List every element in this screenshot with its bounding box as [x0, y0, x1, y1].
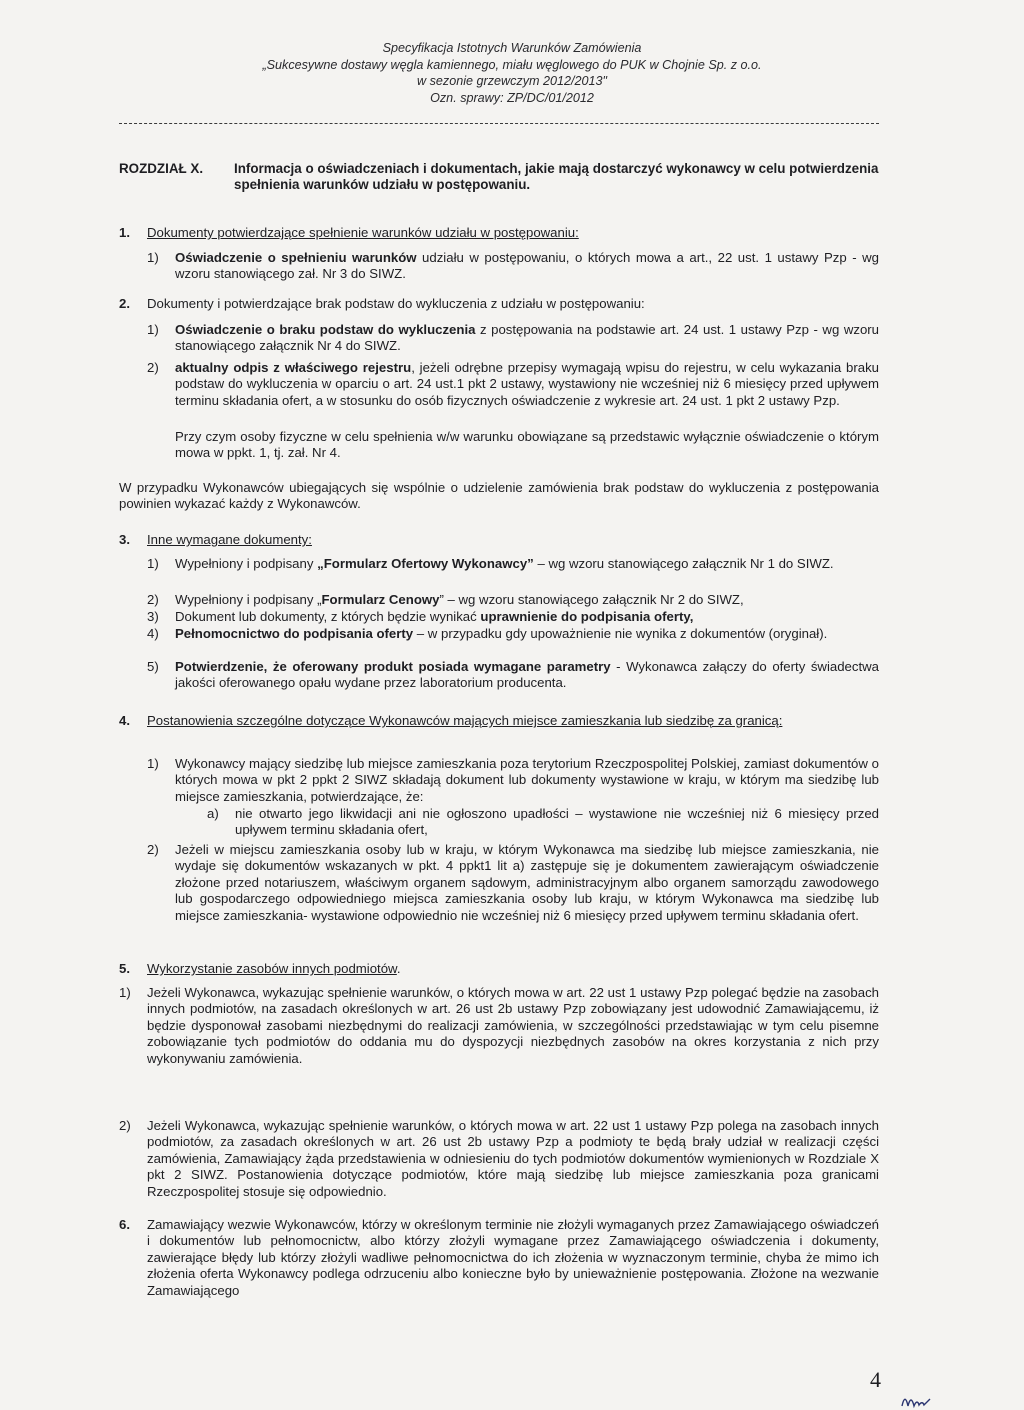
section-6-text: Zamawiający wezwie Wykonawców, którzy w określonym terminie nie złożyli wymaganych przez Zamawiającego oświadczeń i dokumentów lub pełnomocnictw, albo którzy złożyli wymagane przez Zamawiającego oświadczenia i dokumenty, zawierające błędy lub którzy złożyli wadliwe pełnomocnictwa do ich złożenia w wyznaczonym terminie, chyba że mimo ich złożenia oferta Wykonawcy podlega odrzuceniu albo konieczne było by unieważnienie postępowania. Złożone na wezwanie Zamawiającego [147, 1217, 879, 1298]
section-4-item-1a: nie otwarto jego likwidacji ani nie ogłoszono upadłości – wystawione nie wcześniej niż 6 miesięcy przed upływem terminu składania ofert, [235, 806, 879, 838]
header-line-3: w sezonie grzewczym 2012/2013" [417, 74, 607, 88]
section-3-item-5-text: - Wykonawca załączy do oferty świadectwa jakości oferowanego opału wydane przez laboratorium producenta. [175, 659, 880, 691]
section-2-note: W przypadku Wykonawców ubiegających się wspólnie o udzielenie zamówienia brak podstaw do wykluczenia z postępowania powinien wykazać każdy z Wykonawców. [119, 480, 879, 512]
chapter-title: Informacja o oświadczeniach i dokumentach, jakie mają dostarczyć wykonawcy w celu potwierdzenia spełnienia warunków udziału w postępowaniu. [234, 161, 879, 193]
section-4-item-2-number: 2) [147, 842, 159, 857]
section-3-item-4-bold: Pełnomocnictwo do podpisania oferty [175, 626, 414, 641]
chapter-label: ROZDZIAŁ X. [119, 161, 204, 176]
section-2-title: Dokumenty i potwierdzające brak podstaw do wykluczenia z udziału w postępowaniu: [147, 296, 645, 311]
section-4-title: Postanowienia szczególne dotyczące Wykonawców mających miejsce zamieszkania lub siedzibę za granicą: [147, 713, 783, 728]
section-3-item-1-number: 1) [147, 556, 159, 571]
section-1-item-1-number: 1) [147, 250, 159, 265]
section-1-item-1-text: udziału w postępowaniu, o których mowa a art., 22 ust. 1 ustawy Pzp - wg wzoru stanowiącego zał. Nr 3 do SIWZ. [175, 250, 879, 282]
section-2-item-2-text: , jeżeli odrębne przepisy wymagają wpisu do rejestru, w celu wykazania braku podstaw do wykluczenia w oparciu o art. 24 ust.1 pkt 2 ustawy, wystawiony nie wcześniej niż 6 miesięcy przed upływem terminu składania ofert, a w stosunku do osób fizycznych oświadczenie z wykresie art. 24 ust. 1 pkt 2 ustawy Pzp. [175, 360, 879, 408]
section-3-item-1-bold: „Formularz Ofertowy Wykonawcy” [317, 556, 534, 571]
section-5-item-1-number: 1) [119, 985, 131, 1000]
section-3-item-2 [175, 592, 879, 608]
section-1-number: 1. [119, 225, 130, 240]
section-3-item-1 [175, 556, 879, 572]
section-2-number: 2. [119, 296, 130, 311]
section-5-item-2-number: 2) [119, 1118, 131, 1133]
section-3-number: 3. [119, 532, 130, 547]
section-3-item-2-text-b: ” – wg wzoru stanowiącego załącznik Nr 2 do SIWZ, [439, 592, 744, 607]
section-3-title: Inne wymagane dokumenty: [147, 532, 312, 547]
section-2-item-1 [175, 322, 879, 355]
section-4-number: 4. [119, 713, 130, 728]
section-5-title [147, 961, 401, 977]
section-4-item-2: Jeżeli w miejscu zamieszkania osoby lub w kraju, w którym Wykonawca ma siedzibę lub miejsce zamieszkania, nie wydaje się dokumentów wskazanych w pkt. 4 ppkt1 lit a) zastępuje się je dokumentem zawierającym oświadczenie złożone przed notariuszem, właściwym organem sądowym, administracyjnym albo organem samorządu zawodowego lub gospodarczego odpowiedniego miejsca zamieszkania osoby lub kraju, w którym Wykonawca ma siedzibę lub miejsce zamieszkania- wystawione odpowiednio nie wcześniej niż 6 miesięcy przed upływem terminu składania ofert. [175, 842, 879, 923]
section-5-number: 5. [119, 961, 130, 976]
section-4-item-1-number: 1) [147, 756, 159, 771]
section-5-item-1: Jeżeli Wykonawca, wykazując spełnienie warunków, o których mowa w art. 22 ust 1 ustawy Pzp polegać będzie na zasobach innych podmiotów, na zasadach określonych w art. 26 ust 2b ustawy Pzp zobowiązany jest udowodnić Zamawiającemu, iż będzie dysponował zasobami niezbędnymi do realizacji zamówienia, w szczególności przedstawiając w tym celu pisemne zobowiązanie tych podmiotów do oddania mu do dyspozycji niezbędnych zasobów na okres korzystania z nich przy wykonywaniu zamówienia. [147, 985, 879, 1066]
section-3-item-5-number: 5) [147, 659, 159, 674]
section-3-item-1-text-a: Wypełniony i podpisany [175, 556, 318, 571]
signature-mark [900, 1395, 946, 1409]
section-4-item-1a-number: a) [207, 806, 219, 821]
chapter-heading [119, 161, 879, 194]
section-5-title-dot: . [396, 961, 401, 976]
section-3-item-5 [175, 659, 879, 692]
section-3-item-3-number: 3) [147, 609, 159, 624]
section-3-item-4 [175, 626, 879, 642]
section-2-item-2-extra: Przy czym osoby fizyczne w celu spełnienia w/w warunku obowiązane są przedstawic wyłącznie oświadczenie o którym mowa w ppkt. 1, tj. zał. Nr 4. [175, 429, 879, 461]
header-line-4: Ozn. sprawy: ZP/DC/01/2012 [430, 90, 594, 105]
section-3-item-4-number: 4) [147, 626, 159, 641]
section-2-item-1-text: z postępowania na podstawie art. 24 ust. 1 ustawy Pzp - wg wzoru stanowiącego załącznik Nr 4 do SIWZ. [175, 322, 880, 354]
document-header [0, 40, 1024, 106]
section-5-title-text: Wykorzystanie zasobów innych podmiotów [147, 961, 397, 976]
section-3-item-4-text: – w przypadku gdy upoważnienie nie wynika z dokumentów (oryginał). [413, 626, 828, 641]
section-2-item-1-number: 1) [147, 322, 159, 337]
section-2-item-2 [175, 360, 879, 409]
section-3-item-3 [175, 609, 879, 625]
section-3-item-2-text-a: Wypełniony i podpisany „ [175, 592, 322, 607]
section-3-item-2-number: 2) [147, 592, 159, 607]
section-6-number: 6. [119, 1217, 130, 1232]
section-2-item-1-bold: Oświadczenie o braku podstaw do wykluczenia [175, 322, 476, 337]
section-3-item-3-text-a: Dokument lub dokumenty, z których będzie wynikać [175, 609, 481, 624]
section-1-item-1 [175, 250, 879, 283]
section-4-item-1: Wykonawcy mający siedzibę lub miejsce zamieszkania poza terytorium Rzeczpospolitej Polskiej, zamiast dokumentów o których mowa w pkt 2 ppkt 2 SIWZ składają dokument lub dokumenty wystawione w kraju, w którym ma siedzibę lub miejsce zamieszkania, potwierdzające, że: [175, 756, 879, 804]
section-5-item-2: Jeżeli Wykonawca, wykazując spełnienie warunków, o których mowa w art. 22 ust 1 ustawy Pzp polega na zasobach innych podmiotów, za zasadach określonych w art. 26 ust 2b ustawy Pzp a podmioty te będą brały udział w realizacji części zamówienia, Zamawiający żąda przedstawienia w odniesieniu do tych podmiotów dokumentów wymienionych w Rozdziale X pkt 2 SIWZ. Postanowienia dotyczące podmiotów, które mają siedzibę lub miejsce zamieszkania poza granicami Rzeczpospolitej stosuje się odpowiednio. [147, 1118, 879, 1199]
section-3-item-5-bold: Potwierdzenie, że oferowany produkt posiada wymagane parametry [175, 659, 611, 674]
header-line-1: Specyfikacja Istotnych Warunków Zamówienia [382, 41, 642, 55]
page-number: 4 [870, 1367, 881, 1392]
section-1-item-1-bold: Oświadczenie o spełnieniu warunków [175, 250, 417, 265]
section-3-item-1-text-b: – wg wzoru stanowiącego załącznik Nr 1 do SIWZ. [533, 556, 834, 571]
section-3-item-3-bold: uprawnienie do podpisania oferty, [480, 609, 694, 624]
section-1-title: Dokumenty potwierdzające spełnienie warunków udziału w postępowaniu: [147, 225, 579, 240]
section-3-item-2-bold: Formularz Cenowy [321, 592, 440, 607]
header-divider [119, 123, 879, 124]
section-2-item-2-bold: aktualny odpis z właściwego rejestru [175, 360, 412, 375]
header-line-2: „Sukcesywne dostawy węgla kamiennego, miału węglowego do PUK w Chojnie Sp. z o.o. [262, 57, 762, 72]
section-2-item-2-number: 2) [147, 360, 159, 375]
